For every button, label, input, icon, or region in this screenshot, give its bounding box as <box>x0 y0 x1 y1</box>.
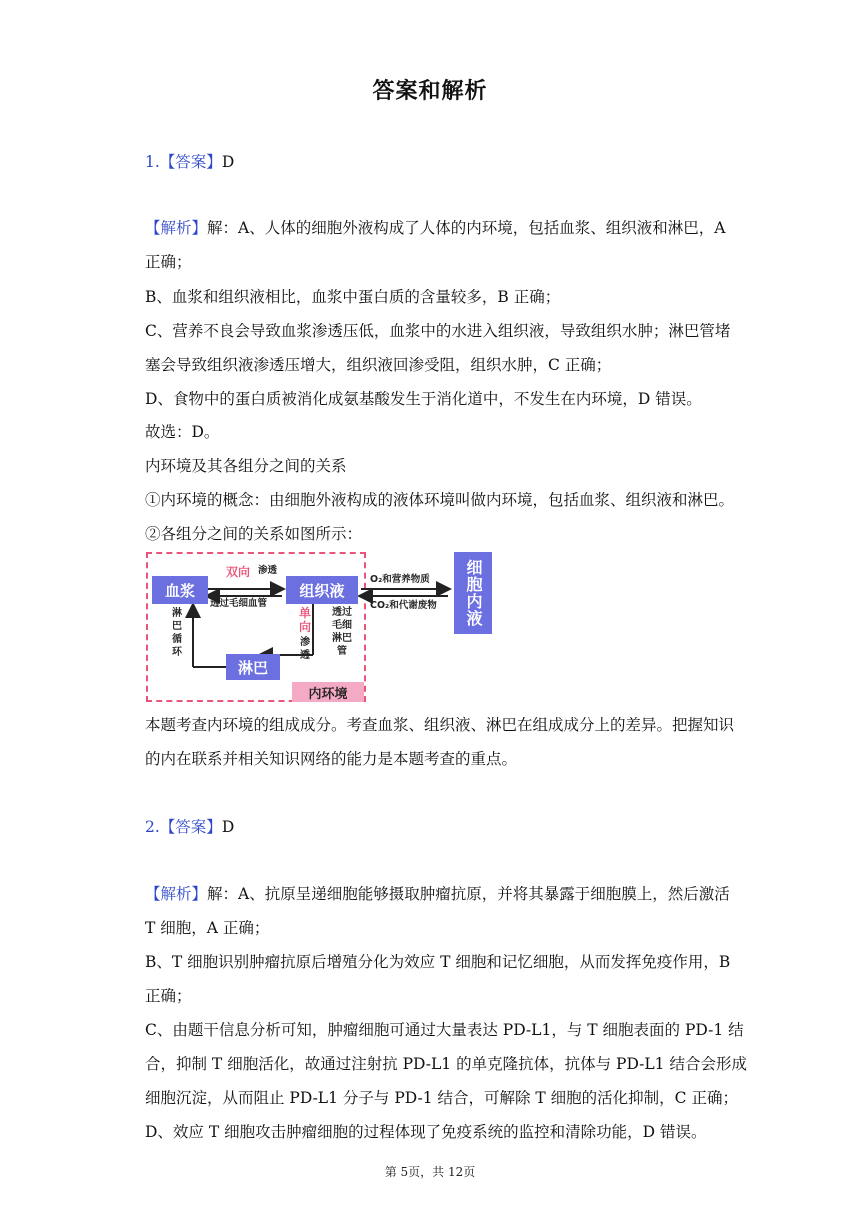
q2-answer-tag: 【答案】 <box>159 818 222 836</box>
q1-summary-line-2: 的内在联系并相关知识网络的能力是本题考查的重点。 <box>145 750 518 768</box>
tissue-fluid-node: 组织液 <box>286 576 358 604</box>
q1-analysis-line-7: 故选：D。 <box>145 423 220 441</box>
q2-analysis-line-6: 合，抑制 T 细胞活化，故通过注射抗 PD-L1 的单克隆抗体，抗体与 PD-L1 结合会形成 <box>145 1055 747 1073</box>
q1-analysis-line-9: ①内环境的概念：由细胞外液构成的液体环境叫做内环境，包括血浆、组织液和淋巴。 <box>145 491 735 509</box>
q1-answer-line <box>145 152 725 172</box>
q1-analysis-line-10: ②各组分之间的关系如图所示： <box>145 525 363 543</box>
q2-analysis-line-3: B、T 细胞识别肿瘤抗原后增殖分化为效应 T 细胞和记忆细胞，从而发挥免疫作用，B <box>145 953 731 971</box>
q2-analysis-line-5: C、由题干信息分析可知，肿瘤细胞可通过大量表达 PD-L1，与 T 细胞表面的 PD-1 结 <box>145 1021 744 1039</box>
lymph-circulation-label: 淋巴循环 <box>172 608 182 658</box>
plasma-node: 血浆 <box>152 576 208 604</box>
one-way-label: 单向 <box>298 606 311 634</box>
osmosis-label: 渗透 <box>258 565 278 576</box>
one-way-osmosis-label: 渗透 <box>300 637 310 661</box>
lymph-node: 淋巴 <box>226 654 280 680</box>
internal-environment-diagram <box>146 552 496 706</box>
co2-waste-label: CO₂和代谢废物 <box>370 600 437 611</box>
q2-analysis-line-1 <box>145 884 730 904</box>
q2-analysis-line-2: T 细胞，A 正确； <box>145 919 270 937</box>
q2-answer-line <box>145 817 725 837</box>
q2-number: 2. <box>145 818 160 836</box>
q1-answer: D <box>221 153 235 171</box>
internal-environment-label: 内环境 <box>292 682 364 702</box>
o2-nutrients-label: O₂和营养物质 <box>370 574 430 585</box>
q1-answer-tag: 【答案】 <box>159 153 222 171</box>
q1-analysis-tag: 【解析】 <box>145 219 208 237</box>
through-capillary-label: 透过毛细血管 <box>210 598 268 609</box>
through-lymph-capillary-label: 透过毛细淋巴管 <box>332 607 352 657</box>
page-footer: 第 5页，共 12页 <box>384 1165 476 1179</box>
q2-analysis-tag: 【解析】 <box>145 885 208 903</box>
q1-number: 1. <box>145 153 160 171</box>
q1-analysis-line-4: C、营养不良会导致血浆渗透压低，血浆中的水进入组织液，导致组织水肿；淋巴管堵 <box>145 322 731 340</box>
q2-analysis-line-8: D、效应 T 细胞攻击肿瘤细胞的过程体现了免疫系统的监控和清除功能，D 错误。 <box>145 1123 707 1141</box>
q2-answer: D <box>221 818 235 836</box>
q2-analysis-line-4: 正确； <box>145 987 192 1005</box>
q1-analysis-line-1 <box>145 218 725 238</box>
q1-analysis-line-3: B、血浆和组织液相比，血浆中蛋白质的含量较多，B 正确； <box>145 288 561 306</box>
q1-analysis-line-2: 正确； <box>145 253 192 271</box>
q1-summary-line-1: 本题考查内环境的组成成分。考查血浆、组织液、淋巴在组成成分上的差异。把握知识 <box>145 716 735 734</box>
q1-analysis-line-6: D、食物中的蛋白质被消化成氨基酸发生于消化道中，不发生在内环境，D 错误。 <box>145 390 702 408</box>
q2-analysis-line-7: 细胞沉淀，从而阻止 PD-L1 分子与 PD-1 结合，可解除 T 细胞的活化抑制，C 正确； <box>145 1089 738 1107</box>
q1-text: 解：A、人体的细胞外液构成了人体的内环境，包括血浆、组织液和淋巴，A <box>207 219 726 237</box>
page-title: 答案和解析 <box>372 79 488 104</box>
q1-analysis-line-8: 内环境及其各组分之间的关系 <box>145 457 347 475</box>
cell-fluid-node: 细胞内液 <box>454 552 492 634</box>
q1-analysis-line-5: 塞会导致组织液渗透压增大，组织液回渗受阻，组织水肿，C 正确； <box>145 356 612 374</box>
two-way-label: 双向 <box>226 565 251 579</box>
q2-text: 解：A、抗原呈递细胞能够摄取肿瘤抗原，并将其暴露于细胞膜上，然后激活 <box>207 885 730 903</box>
